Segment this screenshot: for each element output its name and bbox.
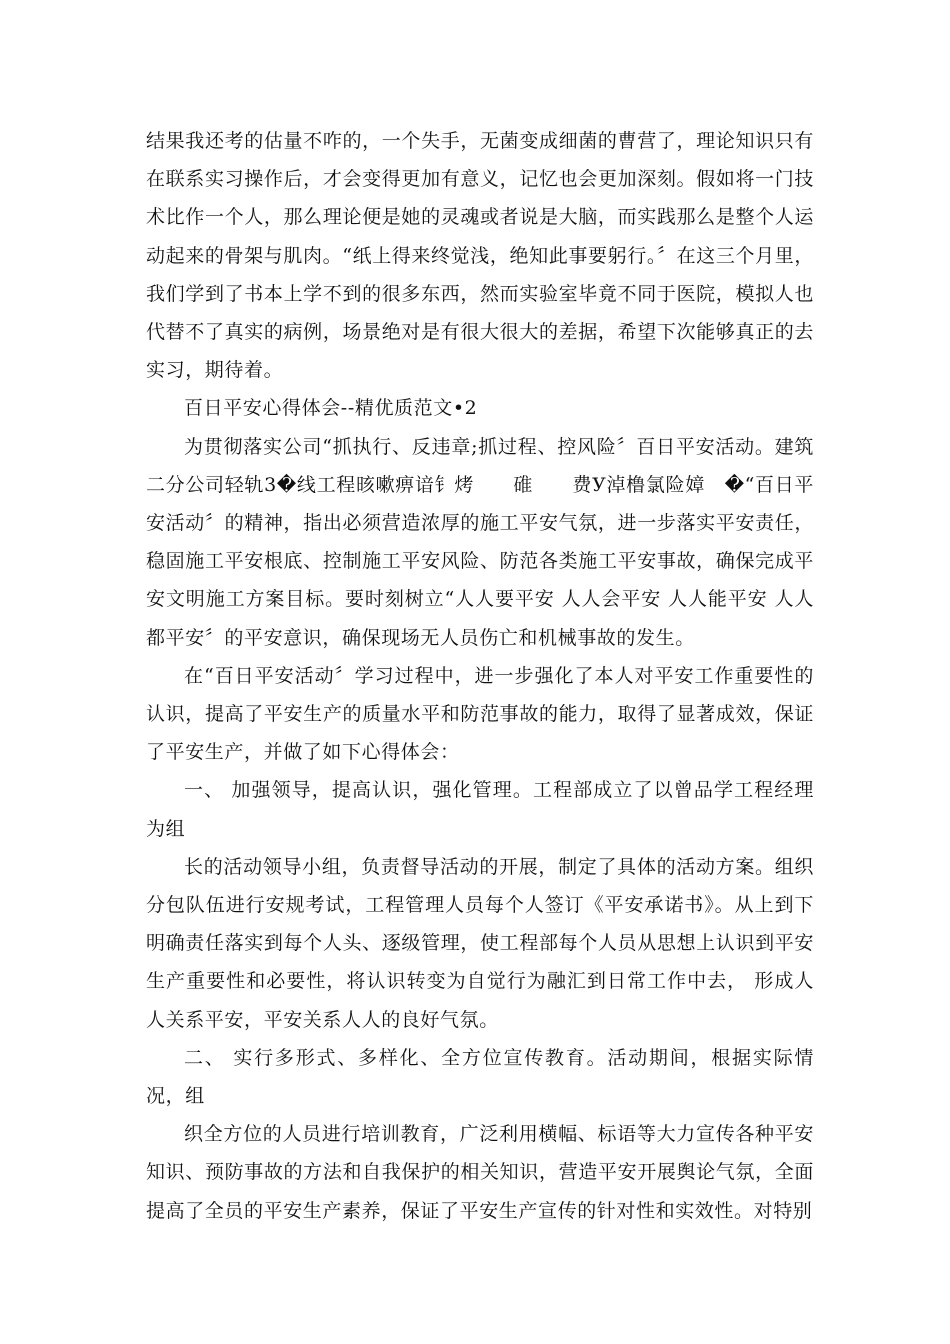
paragraph-continuation: 结果我还考的估量不咋的，一个失手，无菌变成细菌的曹营了，理论知识只有在联系实习操作后，才会变得更加有意义，记忆也会更加深刻。假如将一门技术比作一个人，那么理论便是她的灵魂或者说是大脑，而实践那么是整个人运动起来的骨架与肌肉。“纸上得来终觉浅，绝知此事要躬行。〞在这三个月里，我们学到了书本上学不到的很多东西，然而实验室毕竟不同于医院，模拟人也代替不了真实的病例，场景绝对是有很大很大的差据，希望下次能够真正的去实习，期待着。 [146,130,814,382]
paragraph-point-one-body: 长的活动领导小组，负责督导活动的开展，制定了具体的活动方案。组织分包队伍进行安规考试，工程管理人员每个人签订《平安承诺书》。从上到下明确责任落实到每个人头、逐级管理，使工程部每个人员从思想上认识到平安生产重要性和必要性，将认识转变为自觉行为融汇到日常工作中去， 形成人人关系平安，平安关系人人的良好气氛。 [146,855,814,1031]
section-heading: 百日平安心得体会--精优质范文•2 [184,397,478,420]
paragraph-intro: 为贯彻落实公司“抓执行、反违章;抓过程、控风险〞百日平安活动。建筑二分公司轻轨3�线工程晐嗽痹谙钅烤 碓 费У淖橹氯险嫜 �“百日平安活动〞的精神，指出必须营造浓厚的施工平安气氛，进一步落实平安责任，稳固施工平安根底、控制施工平安风险、防范各类施工平安事故，确保完成平安文明施工方案目标。要时刻树立“人人要平安 人人会平安 人人能平安 人人都平安〞的平安意识，确保现场无人员伤亡和机械事故的发生。 [146,435,814,649]
document-body [146,122,814,1230]
paragraph-point-two: 二、 实行多形式、多样化、全方位宣传教育。活动期间，根据实际情况，组 [146,1046,814,1108]
paragraph-point-one: 一、 加强领导，提高认识，强化管理。工程部成立了以曾品学工程经理为组 [146,779,814,840]
paragraph-learning: 在“百日平安活动〞学习过程中，进一步强化了本人对平安工作重要性的认识，提高了平安生产的质量水平和防范事故的能力，取得了显著成效，保证了平安生产，并做了如下心得体会： [146,664,814,764]
paragraph-point-two-body: 织全方位的人员进行培训教育，广泛利用横幅、标语等大力宣传各种平安知识、预防事故的方法和自我保护的相关知识，营造平安开展舆论气氛，全面提高了全员的平安生产素养，保证了平安生产宣传的针对性和实效性。对特别 [146,1123,814,1222]
